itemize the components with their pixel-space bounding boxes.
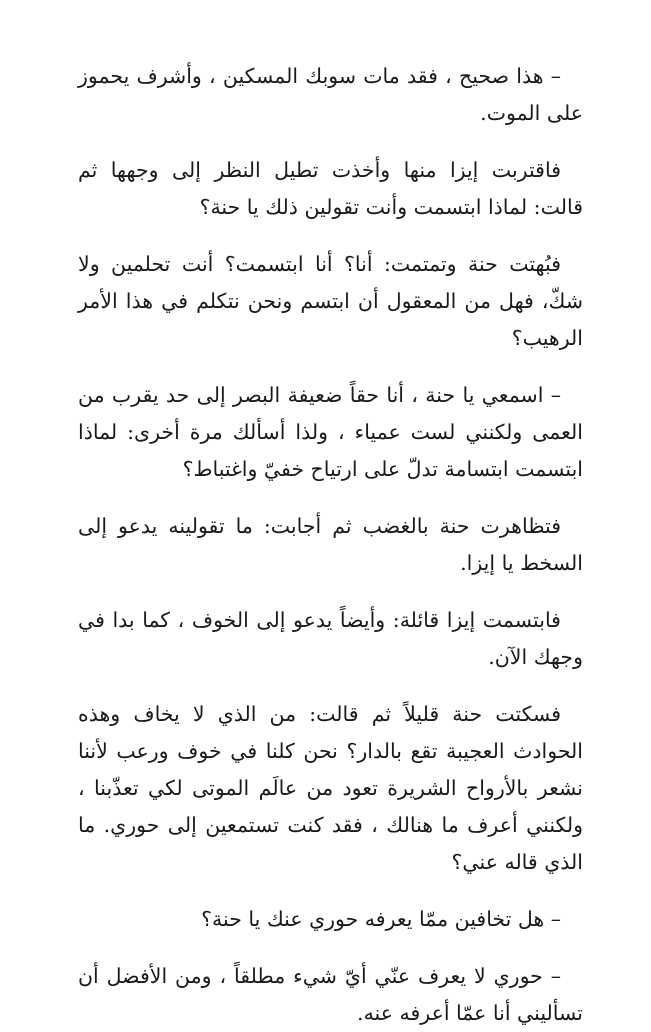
paragraph: فابتسمت إيزا قائلة: وأيضاً يدعو إلى الخوف ، كما بدا في وجهك الآن.	[78, 608, 583, 669]
paragraph: – هل تخافين ممّا يعرفه حوري عنك يا حنة؟	[201, 907, 561, 931]
paragraph: فاقتربت إيزا منها وأخذت تطيل النظر إلى وجهها ثم قالت: لماذا ابتسمت وأنت تقولين ذلك يا حنة؟	[78, 158, 583, 219]
paragraph: فبُهتت حنة وتمتمت: أنا؟ أنا ابتسمت؟ أنت تحلمين ولا شكّ، فهل من المعقول أن ابتسم ونحن نتكلم في هذا الأمر الرهيب؟	[78, 252, 583, 350]
paragraph: فسكتت حنة قليلاً ثم قالت: من الذي لا يخاف وهذه الحوادث العجيبة تقع بالدار؟ نحن كلنا في خوف ورعب لأننا نشعر بالأرواح الشريرة تعود من عالَم الموتى لكي تعذّبنا ، ولكنني أعرف ما هنالك ، فقد كنت تستمعين إلى حوري. ما الذي قاله عني؟	[78, 702, 583, 874]
paragraph: فتظاهرت حنة بالغضب ثم أجابت: ما تقولينه يدعو إلى السخط يا إيزا.	[78, 514, 583, 575]
paragraph: – اسمعي يا حنة ، أنا حقاً ضعيفة البصر إلى حد يقرب من العمى ولكنني لست عمياء ، ولذا أسألك مرة أخرى: لماذا ابتسمت ابتسامة تدلّ على ارتياح خفيّ واغتباط؟	[78, 383, 583, 481]
book-page	[78, 58, 583, 1032]
paragraph: – حوري لا يعرف عنّي أيّ شيء مطلقاً ، ومن الأفضل أن تسأليني أنا عمّا أعرفه عنه.	[78, 964, 583, 1025]
paragraph: – هذا صحيح ، فقد مات سوبك المسكين ، وأشرف يحموز على الموت.	[78, 64, 583, 125]
